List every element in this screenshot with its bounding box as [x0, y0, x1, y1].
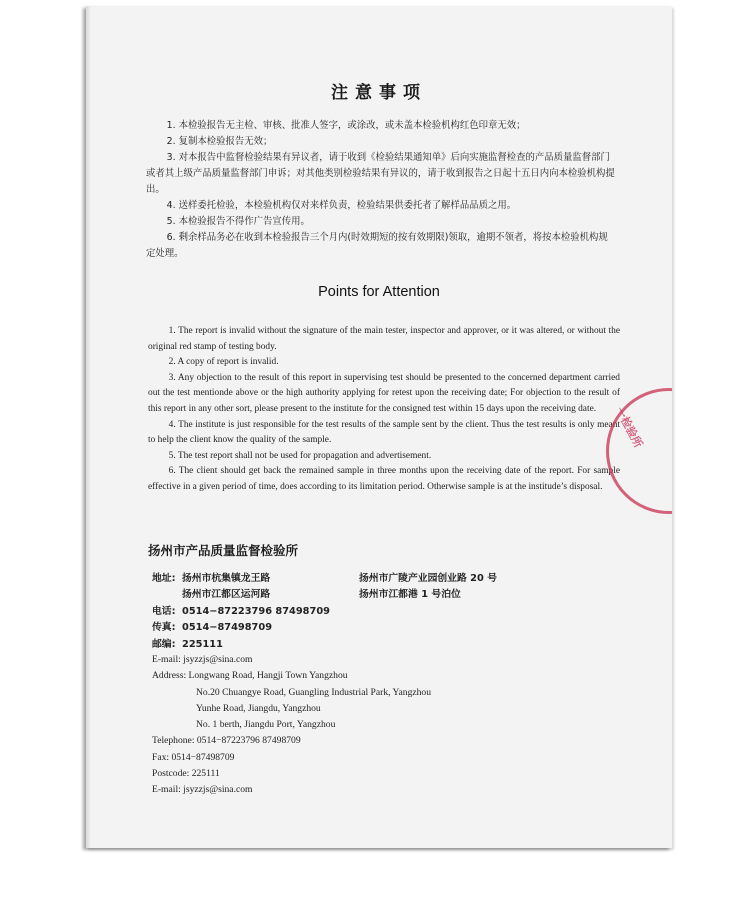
notice-item-cn: 3. 对本报告中监督检验结果有异议者，请于收到《检验结果通知单》后向实施监督检查的产品质量监督部门或者其上级产品质量监督部门申诉；对其他类别检验结果有异议的，请于收到报告之日起十五日内向本检验机构提出。: [146, 152, 615, 195]
notice-list-en: [148, 324, 620, 496]
address-en-3: Yunhe Road, Jiangdu, Yangzhou: [196, 702, 321, 714]
fax-label: 传真:: [152, 622, 176, 634]
page-title-en: Points for Attention: [318, 284, 440, 300]
notice-item-en: 1. The report is invalid without the signature of the main tester, inspector and approver, or it was altered, or without the original red stamp of testing body.: [148, 326, 620, 352]
fax-cn: 0514−87498709: [182, 622, 273, 634]
address-en-2: No.20 Chuangye Road, Guangling Industrial Park, Yangzhou: [196, 686, 432, 698]
fax-en: Fax: 0514−87498709: [152, 751, 235, 763]
address-en-4: No. 1 berth, Jiangdu Port, Yangzhou: [196, 719, 336, 731]
institute-name: 扬州市产品质量监督检验所: [148, 543, 299, 558]
notice-item-cn: 1. 本检验报告无主检、审核、批准人签字，或涂改，或未盖本检验机构红色印章无效；: [166, 120, 526, 131]
address-cn-1b: 扬州市广陵产业园创业路 20 号: [359, 573, 498, 584]
address-en-1: Address: Longwang Road, Hangji Town Yangzhou: [152, 670, 348, 682]
red-stamp-text: 一检验所: [612, 404, 645, 450]
notice-item-cn: 6. 剩余样品务必在收到本检验报告三个月内(时效期短的按有效期限)领取，逾期不领者，将按本检验机构规定处理。: [146, 232, 608, 259]
postcode-en: Postcode: 225111: [152, 768, 220, 780]
notice-list-cn: [146, 118, 616, 262]
notice-item-cn: 2. 复制本检验报告无效；: [166, 136, 273, 147]
telephone-en: Telephone: 0514−87223796 87498709: [152, 735, 301, 747]
email-cn-block: E-mail: jsyzzjs@sina.com: [152, 654, 253, 665]
contact-block-cn: [152, 571, 498, 653]
notice-item-en: 6. The client should get back the remained sample in three months upon the receiving date of the report. For sample effective in a given period of time, does according to its limitation period. Otherwise sample is at the institude’s disposal.: [148, 466, 620, 492]
notice-item-en: 5. The test report shall not be used for propagation and advertisement.: [168, 450, 432, 461]
address-label: 地址:: [152, 573, 176, 584]
page-title-cn: 注意事项: [331, 83, 427, 103]
notice-item-en: 3. Any objection to the result of this report in supervising test should be presented to the concerned department carried out the test mentionde above or the high authority applying for retest upon the receiving date; For objection to the result of this report in any other sort, please present to the institute for the consigned test within 15 days upon the receiving date.: [148, 372, 620, 414]
document-page: [86, 6, 672, 848]
notice-item-en: 4. The institute is just responsible for the test results of the sample sent by the client. Thus the test results is only meant to help the client know the quality of the sample.: [148, 419, 620, 446]
phone-label: 电话:: [152, 605, 176, 617]
notice-item-cn: 4. 送样委托检验，本检验机构仅对来样负责，检验结果供委托者了解样品品质之用。: [166, 200, 517, 211]
contact-block-en: [152, 652, 431, 799]
notice-item-cn: 5. 本检验报告不得作广告宣传用。: [166, 216, 310, 227]
phone-cn: 0514−87223796 87498709: [182, 605, 330, 617]
postcode-cn: 225111: [182, 638, 223, 650]
address-cn-2a: 扬州市江都区运河路: [182, 589, 271, 601]
address-cn-2b: 扬州市江都港 1 号泊位: [359, 589, 461, 601]
address-cn-1a: 扬州市杭集镇龙王路: [182, 573, 271, 584]
notice-item-en: 2. A copy of report is invalid.: [168, 357, 279, 368]
email-en: E-mail: jsyzzjs@sina.com: [152, 784, 253, 796]
postcode-label: 邮编:: [152, 638, 176, 650]
